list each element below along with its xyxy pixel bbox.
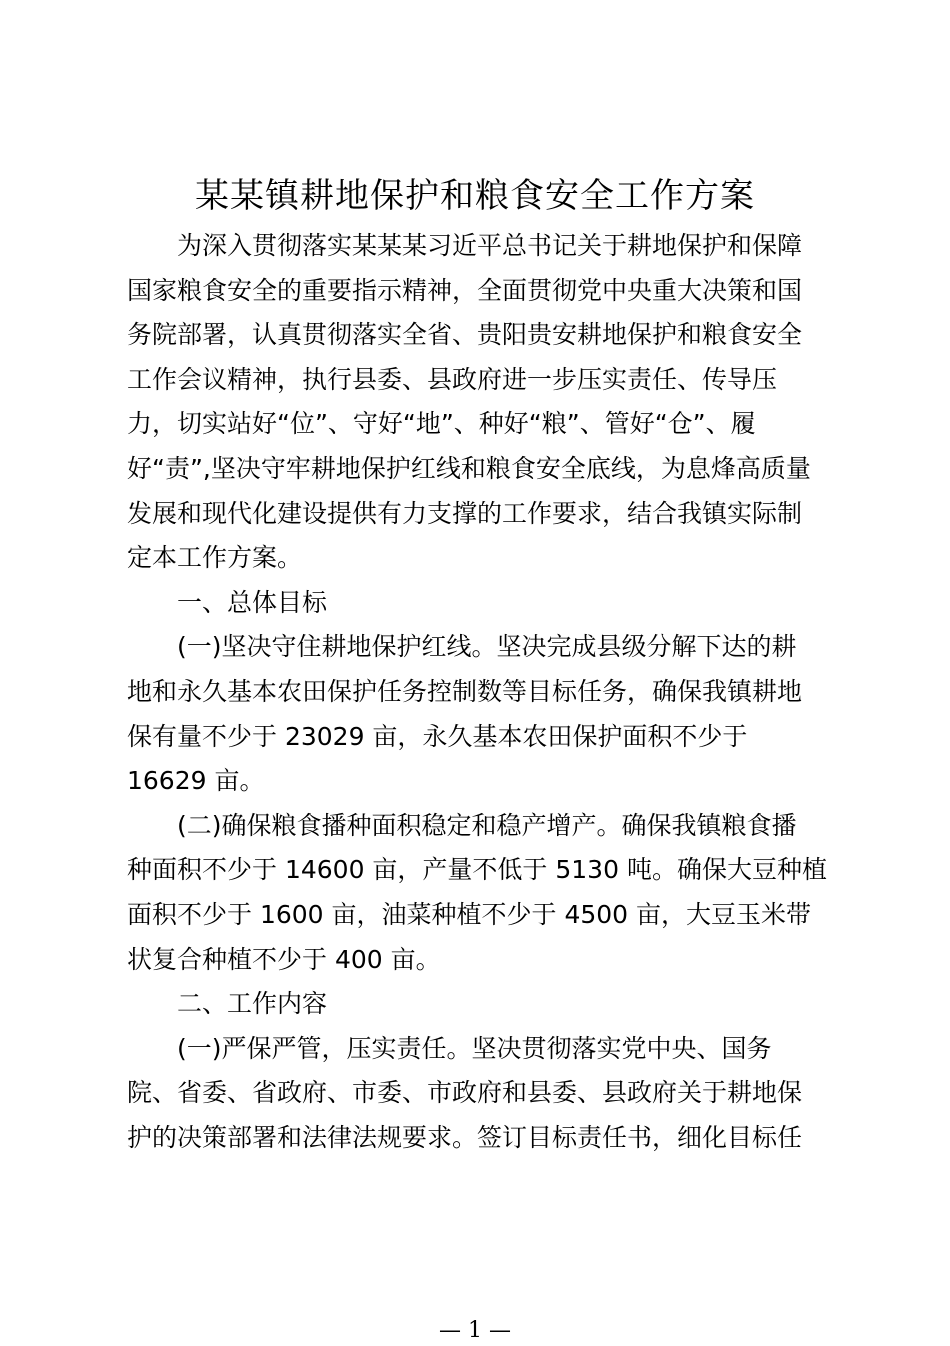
content-paragraph-responsibility bbox=[127, 1027, 832, 1161]
text-line: 地和永久基本农田保护任务控制数等目标任务，确保我镇耕地 bbox=[127, 676, 803, 706]
text-line: 为深入贯彻落实某某某习近平总书记关于耕地保护和保障 bbox=[177, 231, 803, 260]
goal-paragraph-grain bbox=[127, 804, 832, 982]
goal-paragraph-farmland bbox=[127, 625, 832, 803]
text-line: 务院部署，认真贯彻落实全省、贵阳贵安耕地保护和粮食安全 bbox=[127, 320, 803, 350]
section-heading-overall-goals bbox=[127, 581, 832, 626]
text-line: 好“责”,坚决守牢耕地保护红线和粮食安全底线，为息烽高质量 bbox=[127, 453, 811, 483]
text-line: 工作会议精神，执行县委、县政府进一步压实责任、传导压 bbox=[127, 364, 778, 394]
page-number: — 1 — bbox=[439, 1318, 511, 1343]
text-line: 面积不少于 1600 亩，油菜种植不少于 4500 亩，大豆玉米带 bbox=[127, 899, 812, 929]
heading-text: 二、工作内容 bbox=[177, 989, 328, 1019]
text-line: 国家粮食安全的重要指示精神，全面贯彻党中央重大决策和国 bbox=[127, 275, 803, 305]
document-body bbox=[127, 224, 832, 1160]
section-heading-work-content bbox=[127, 982, 832, 1027]
text-line: 院、省委、省政府、市委、市政府和县委、县政府关于耕地保 bbox=[127, 1078, 803, 1108]
text-line: 发展和现代化建设提供有力支撑的工作要求，结合我镇实际制 bbox=[127, 498, 803, 528]
text-line: 护的决策部署和法律法规要求。签订目标责任书，细化目标任 bbox=[127, 1122, 803, 1152]
document-title: 某某镇耕地保护和粮食安全工作方案 bbox=[195, 176, 755, 216]
text-line: 力，切实站好“位”、守好“地”、种好“粮”、管好“仓”、履 bbox=[127, 409, 756, 439]
text-line: 种面积不少于 14600 亩，产量不低于 5130 吨。确保大豆种植 bbox=[127, 855, 827, 885]
text-line: 状复合种植不少于 400 亩。 bbox=[127, 944, 441, 974]
text-line: 16629 亩。 bbox=[127, 766, 265, 796]
text-line: (一)坚决守住耕地保护红线。坚决完成县级分解下达的耕 bbox=[177, 632, 797, 662]
text-line: 保有量不少于 23029 亩，永久基本农田保护面积不少于 bbox=[127, 721, 748, 751]
heading-text: 一、总体目标 bbox=[177, 587, 328, 617]
intro-paragraph bbox=[127, 224, 832, 581]
text-line: (一)严保严管，压实责任。坚决贯彻落实党中央、国务 bbox=[177, 1033, 772, 1063]
text-line: (二)确保粮食播种面积稳定和稳产增产。确保我镇粮食播 bbox=[177, 810, 797, 840]
text-line: 定本工作方案。 bbox=[127, 543, 303, 573]
